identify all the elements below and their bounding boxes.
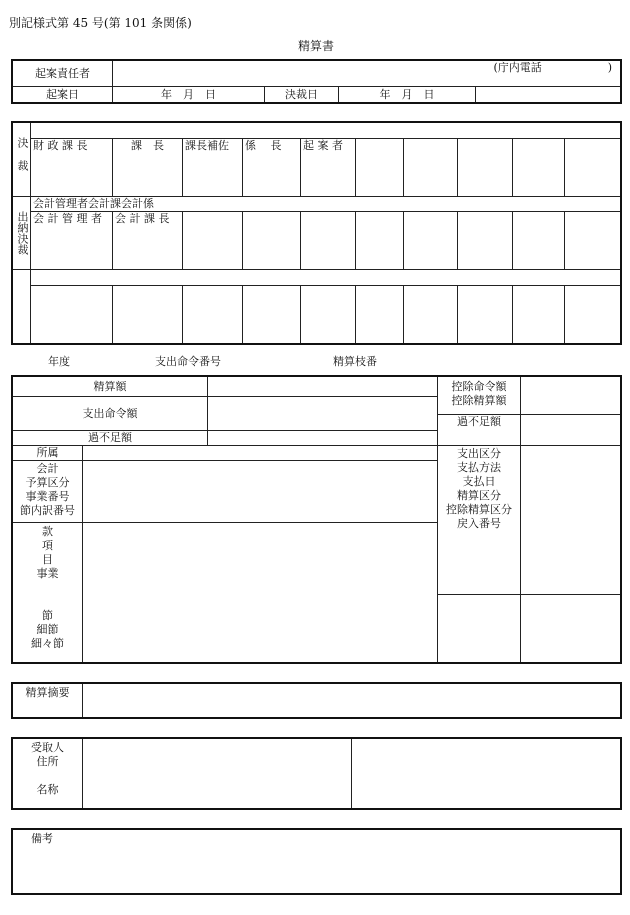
stamp-cell[interactable] — [513, 139, 565, 197]
recipient-table — [12, 738, 621, 809]
stamp-cell[interactable] — [565, 139, 621, 197]
stamp-cell[interactable] — [513, 286, 565, 344]
stamp-cell[interactable] — [301, 286, 356, 344]
stamp-cell[interactable] — [458, 139, 513, 197]
approval-header-row — [31, 123, 621, 139]
excess-shortage-right-field[interactable] — [521, 415, 621, 446]
payment-order-amount-label: 支出命令額 — [13, 397, 208, 431]
page-title: 精算書 — [298, 39, 335, 53]
recipient-labels: 受取人 住所 名称 — [13, 739, 83, 809]
stamp-cell[interactable] — [404, 212, 458, 270]
summary-field[interactable] — [83, 684, 621, 718]
initiator-label: 起案責任者 — [13, 61, 113, 87]
summary-table — [12, 683, 621, 718]
role-accounting-director: 会 計 課 長 — [113, 212, 183, 270]
stamp-cell[interactable] — [113, 286, 183, 344]
stamp-cell[interactable] — [356, 212, 404, 270]
settlement-amount-label: 精算額 — [13, 377, 208, 397]
right-labels: 支出区分 支払方法 支払日 精算区分 控除精算区分 戻入番号 — [438, 446, 521, 595]
phone-label: (庁内電話 ) — [493, 61, 613, 74]
approval-table — [12, 122, 621, 344]
branch-number-label: 精算枝番 — [333, 355, 377, 368]
role-unit-chief: 係 長 — [243, 139, 301, 197]
blank-header-row — [31, 270, 621, 286]
remarks-field[interactable] — [13, 830, 621, 894]
form-number: 別記様式第 45 号(第 101 条関係) — [9, 16, 192, 30]
right-lower-right-cell[interactable] — [521, 595, 621, 663]
right-fields[interactable] — [521, 446, 621, 595]
role-section-chief: 課 長 — [113, 139, 183, 197]
role-drafter: 起 案 者 — [301, 139, 356, 197]
settlement-amount-field[interactable] — [208, 377, 438, 397]
fiscal-year-label: 年度 — [48, 355, 70, 368]
draft-date-label: 起案日 — [13, 87, 113, 103]
recipient-extra-field[interactable] — [352, 739, 621, 809]
stamp-cell[interactable] — [404, 286, 458, 344]
stamp-cell[interactable] — [183, 286, 243, 344]
stamp-cell[interactable] — [458, 212, 513, 270]
stamp-cell[interactable] — [301, 212, 356, 270]
blank-side-cell — [13, 270, 31, 344]
stamp-cell[interactable] — [513, 212, 565, 270]
draft-date-field[interactable]: 年 月 日 — [113, 87, 265, 103]
stamp-cell[interactable] — [356, 139, 404, 197]
top-blank-cell[interactable] — [476, 87, 621, 103]
remarks-table — [12, 829, 621, 894]
stamp-cell[interactable] — [356, 286, 404, 344]
accounting-office: 会計管理者会計課会計係 — [31, 197, 621, 212]
initiator-field[interactable] — [113, 61, 621, 87]
affiliation-field[interactable] — [83, 446, 438, 461]
stamp-cell[interactable] — [31, 286, 113, 344]
decision-date-label: 決裁日 — [265, 87, 339, 103]
excess-shortage-right-label: 過不足額 — [438, 415, 521, 446]
deduction-field[interactable] — [521, 377, 621, 415]
right-lower-left-cell[interactable] — [438, 595, 521, 663]
deduction-labels: 控除命令額 控除精算額 — [438, 377, 521, 415]
excess-shortage-label: 過不足額 — [13, 431, 208, 446]
summary-label: 精算摘要 — [13, 684, 83, 718]
order-number-label: 支出命令番号 — [155, 355, 221, 368]
stamp-cell[interactable] — [243, 212, 301, 270]
category-labels: 款 項 目 事業 節 細節 細々節 — [13, 523, 83, 663]
excess-shortage-field[interactable] — [208, 431, 438, 446]
budget-field[interactable] — [83, 461, 438, 523]
decision-date-field[interactable]: 年 月 日 — [339, 87, 476, 103]
payment-order-amount-field[interactable] — [208, 397, 438, 431]
stamp-cell[interactable] — [458, 286, 513, 344]
stamp-cell[interactable] — [243, 286, 301, 344]
role-finance-director: 財 政 課 長 — [31, 139, 113, 197]
remarks-label: 備考 — [31, 832, 53, 845]
stamp-cell[interactable] — [565, 286, 621, 344]
initiator-table — [12, 60, 621, 103]
budget-labels: 会計 予算区分 事業番号 節内訳番号 — [13, 461, 83, 523]
recipient-address-field[interactable] — [83, 739, 352, 809]
category-field[interactable] — [83, 523, 438, 663]
affiliation-label: 所属 — [13, 446, 83, 461]
kessai-label: 決裁 — [13, 123, 31, 197]
stamp-cell[interactable] — [565, 212, 621, 270]
stamp-cell[interactable] — [183, 212, 243, 270]
stamp-cell[interactable] — [404, 139, 458, 197]
settlement-table — [12, 376, 621, 663]
role-accounting-manager: 会 計 管 理 者 — [31, 212, 113, 270]
role-deputy-chief: 課長補佐 — [183, 139, 243, 197]
suitou-label: 出納決裁 — [13, 197, 31, 270]
